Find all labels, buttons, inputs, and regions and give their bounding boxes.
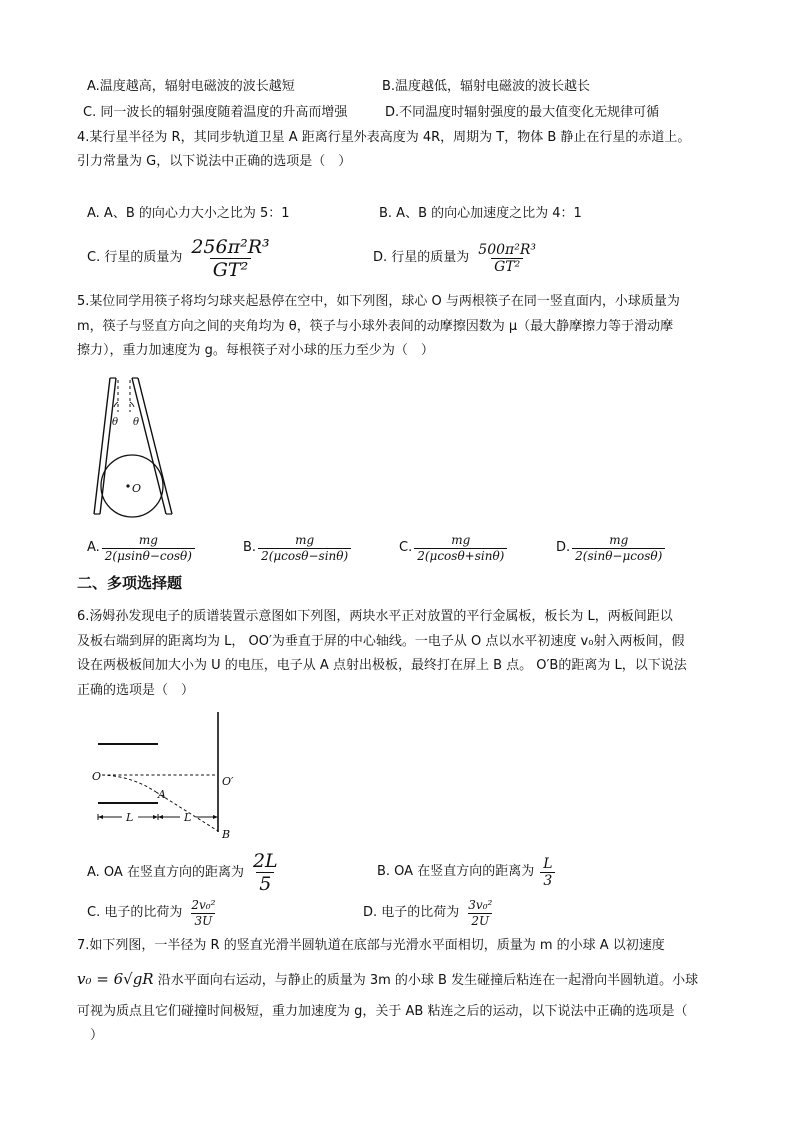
q5-option-d-formula (572, 533, 665, 564)
q5-option-a-label: A. (87, 540, 100, 555)
q6-option-d-denominator: 2U (468, 913, 492, 929)
q4-stem-line2: 引力常量为 G，以下说法中正确的选项是（ ） (77, 154, 352, 169)
q7-stem-line2-text: 沿水平面向右运动，与静止的质量为 3m 的小球 B 发生碰撞后粘连在一起滑向半圆轨道。小球 (153, 973, 699, 988)
q6-option-c-numerator: 2v₀² (191, 897, 216, 912)
chopsticks-figure (80, 372, 190, 522)
q6-option-b-numerator: L (543, 855, 553, 872)
q4-stem-line1: 4.某行星半径为 R，其同步轨道卫星 A 距离行星外表高度为 4R，周期为 T，物体 B 静止在行星的赤道上。 (77, 130, 691, 145)
q5-option-b-formula (258, 533, 351, 564)
q4-option-c-formula (188, 236, 272, 281)
q3-option-d: D.不同温度时辐射强度的最大值变化无规律可循 (385, 105, 660, 120)
q5-option-b-numerator: mg (295, 532, 315, 547)
q5-option-a-numerator: mg (138, 532, 158, 547)
q4-option-d-numerator: 500π²R³ (478, 241, 536, 258)
q5-option-c-numerator: mg (451, 532, 471, 547)
q4-option-d-formula (475, 242, 539, 275)
q6-option-b-prefix: B. OA 在竖直方向的距离为 (377, 864, 535, 879)
q6-option-b-denominator: 3 (540, 872, 555, 889)
q5-option-c-formula (414, 533, 507, 564)
q5-stem-line2: m，筷子与竖直方向之间的夹角均为 θ，筷子与小球外表间的动摩擦因数为 μ（最大静摩擦力等于滑动摩 (77, 319, 674, 334)
q7-stem-line3: 可视为质点且它们碰撞时间极短，重力加速度为 g，关于 AB 粘连之后的运动，以下说法中正确的选项是（ (77, 1004, 688, 1019)
q6-stem-line3: 设在两极板间加大小为 U 的电压，电子从 A 点射出极板，最终打在屏上 B 点。 O′B的距离为 L，以下说法 (77, 658, 687, 673)
q5-option-a-formula (102, 533, 195, 564)
q5-option-d-numerator: mg (609, 532, 629, 547)
q4-option-c-denominator: GT² (210, 258, 251, 281)
q6-stem-line1: 6.汤姆孙发现电子的质谱装置示意图如下列图，两块水平正对放置的平行金属板，板长为 L，两板间距以 (77, 609, 673, 624)
q7-stem-line2 (77, 970, 698, 990)
q6-option-c (87, 893, 218, 933)
section-title: 二、多项选择题 (77, 574, 183, 592)
q3-option-c: C. 同一波长的辐射强度随着温度的升高而增强 (83, 105, 348, 120)
q6-option-a-formula (250, 850, 281, 895)
q6-option-a-prefix: A. OA 在竖直方向的距离为 (87, 864, 244, 880)
fig-label-l2: L (184, 811, 192, 824)
q5-option-b (243, 530, 351, 566)
fig-theta-right: θ (133, 417, 140, 428)
q4-option-b: B. A、B 的向心加速度之比为 4：1 (379, 206, 582, 221)
q6-option-d (363, 893, 495, 933)
q4-option-d-denominator: GT² (491, 258, 523, 275)
q5-option-a-denominator: 2(μsinθ−cosθ) (102, 548, 195, 564)
q6-stem-line4: 正确的选项是（ ） (77, 683, 195, 698)
q6-option-d-numerator: 3v₀² (468, 897, 493, 912)
q3-option-b: B.温度越低，辐射电磁波的波长越长 (382, 79, 591, 94)
q5-option-d-denominator: 2(sinθ−μcosθ) (572, 548, 665, 564)
fig-label-b: B (222, 828, 231, 841)
q5-option-c-denominator: 2(μcosθ+sinθ) (414, 548, 507, 564)
fig-theta-left: θ (112, 417, 119, 428)
q6-stem-line2: 及板右端到屏的距离均为 L， OO′为垂直于屏的中心轴线。一电子从 O 点以水平初速度 v₀射入两板间，假 (77, 634, 685, 649)
q6-option-d-prefix: D. 电子的比荷为 (363, 905, 460, 920)
q6-option-b (377, 852, 556, 892)
q6-option-a (87, 850, 281, 895)
q5-option-b-denominator: 2(μcosθ−sinθ) (258, 548, 351, 564)
q5-option-d-label: D. (556, 540, 571, 555)
q6-option-a-denominator: 5 (256, 872, 274, 895)
fig-label-l1: L (126, 811, 134, 824)
q4-option-c (87, 235, 273, 281)
q7-stem-line1: 7.如下列图，一半径为 R 的竖直光滑半圆轨道在底部与光滑水平面相切，质量为 m 的小球 A 以初速度 (77, 938, 665, 953)
q6-option-c-denominator: 3U (191, 913, 215, 929)
fig-label-o: O (92, 770, 102, 783)
q4-option-d (373, 238, 539, 278)
q6-option-c-formula (188, 898, 218, 929)
q4-option-d-prefix: D. 行星的质量为 (373, 250, 470, 265)
q6-option-d-formula (465, 898, 495, 929)
fig-label-a: A (158, 788, 166, 801)
q5-option-b-label: B. (243, 540, 257, 555)
q5-stem-line1: 5.某位同学用筷子将均匀球夹起悬停在空中，如下列图，球心 O 与两根筷子在同一竖直面内，小球质量为 (77, 294, 680, 309)
fig-label-o-prime: O′ (222, 775, 234, 788)
q4-option-a: A. A、B 的向心力大小之比为 5：1 (87, 206, 290, 221)
q4-option-c-numerator: 256π²R³ (191, 235, 270, 258)
q5-stem-line3: 擦力），重力加速度为 g。每根筷子对小球的压力至少为（ ） (77, 343, 434, 358)
fig-center-o: O (132, 482, 142, 495)
q5-option-d (556, 530, 665, 566)
q6-option-c-prefix: C. 电子的比荷为 (87, 905, 183, 920)
q6-option-b-formula (540, 856, 555, 889)
q7-v0-formula: v₀ = 6√gR (77, 970, 154, 988)
q5-option-a (87, 530, 195, 566)
q5-option-c (399, 530, 507, 566)
q6-option-a-numerator: 2L (252, 850, 278, 872)
q4-option-c-prefix: C. 行星的质量为 (87, 250, 183, 265)
q7-stem-line4: ） (77, 1028, 104, 1043)
q3-option-a: A.温度越高，辐射电磁波的波长越短 (87, 79, 295, 94)
q5-option-c-label: C. (399, 540, 413, 555)
thomson-apparatus-figure (92, 710, 242, 842)
